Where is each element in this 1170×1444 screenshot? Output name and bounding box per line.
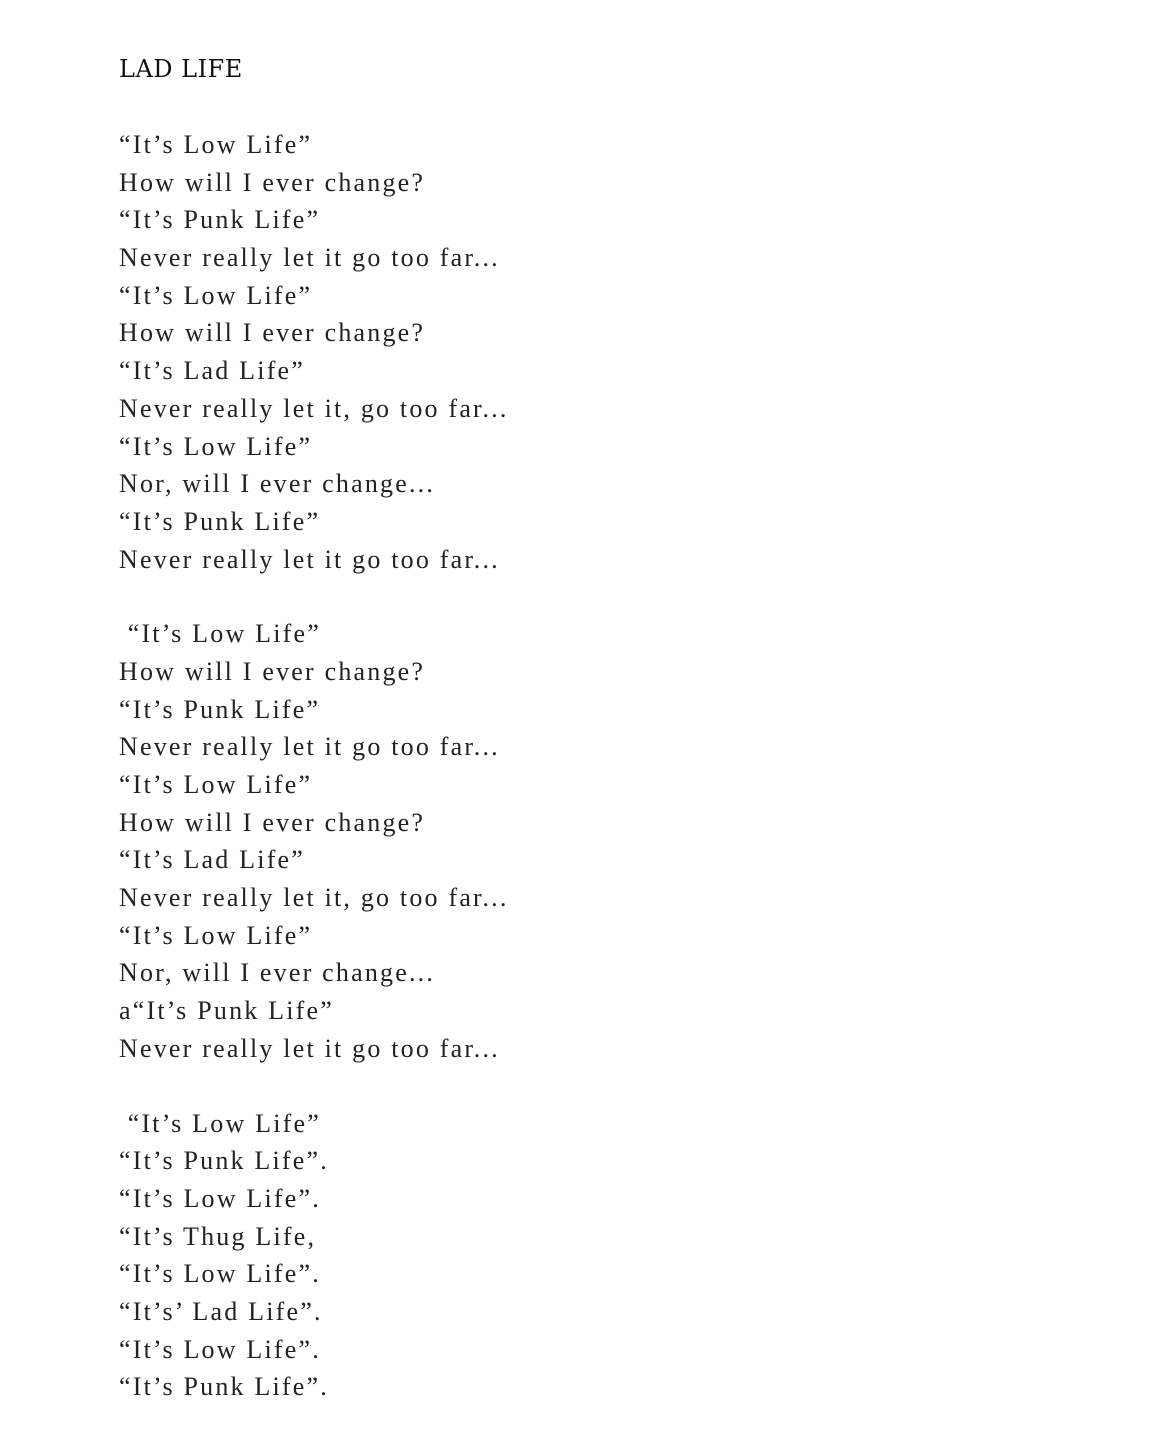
verse-line: Never really let it go too far... [119,243,500,273]
verse-line: “It’s Punk Life”. [119,1372,329,1402]
verse-line: a“It’s Punk Life” [119,996,335,1026]
verse-line: “It’s Low Life” [119,280,313,310]
verse-1 [119,126,1019,578]
verse-line: “It’s Punk Life”. [119,1146,329,1176]
verse-line: Never really let it go too far... [119,732,500,762]
verse-3 [119,1105,1019,1407]
verse-line: “It’s Punk Life” [119,694,321,724]
verse-line: “It’s Low Life”. [119,1334,321,1364]
verse-line: “It’s Lad Life” [119,356,306,386]
verse-line: “It’s Low Life” [119,1108,321,1138]
document-page [119,52,1019,1406]
verse-line: Never really let it go too far... [119,1033,500,1063]
verse-line: Nor, will I ever change... [119,958,436,988]
poem-title: LAD LIFE [119,55,243,83]
verse-line: “It’s’ Lad Life”. [119,1296,323,1326]
verse-line: How will I ever change? [119,656,426,686]
verse-line: “It’s Low Life” [119,619,321,649]
verse-line: “It’s Lad Life” [119,845,306,875]
verse-2 [119,615,1019,1067]
verse-line: “It’s Low Life” [119,431,313,461]
verse-line: “It’s Punk Life” [119,205,321,235]
verse-line: “It’s Low Life” [119,920,313,950]
verse-line: “It’s Low Life” [119,130,313,159]
verse-line: How will I ever change? [119,318,426,348]
verse-line: “It’s Thug Life, [119,1221,317,1251]
verse-line: “It’s Low Life”. [119,1183,321,1213]
verse-line: “It’s Low Life” [119,770,313,799]
verse-line: “It’s Punk Life” [119,506,321,536]
verse-line: Never really let it go too far... [119,544,500,574]
verse-line: Never really let it, go too far... [119,393,509,423]
verse-line: Nor, will I ever change... [119,469,436,499]
verse-line: “It’s Low Life”. [119,1259,321,1289]
verse-line: How will I ever change? [119,167,426,197]
verse-line: How will I ever change? [119,807,426,837]
verse-line: Never really let it, go too far... [119,883,509,913]
